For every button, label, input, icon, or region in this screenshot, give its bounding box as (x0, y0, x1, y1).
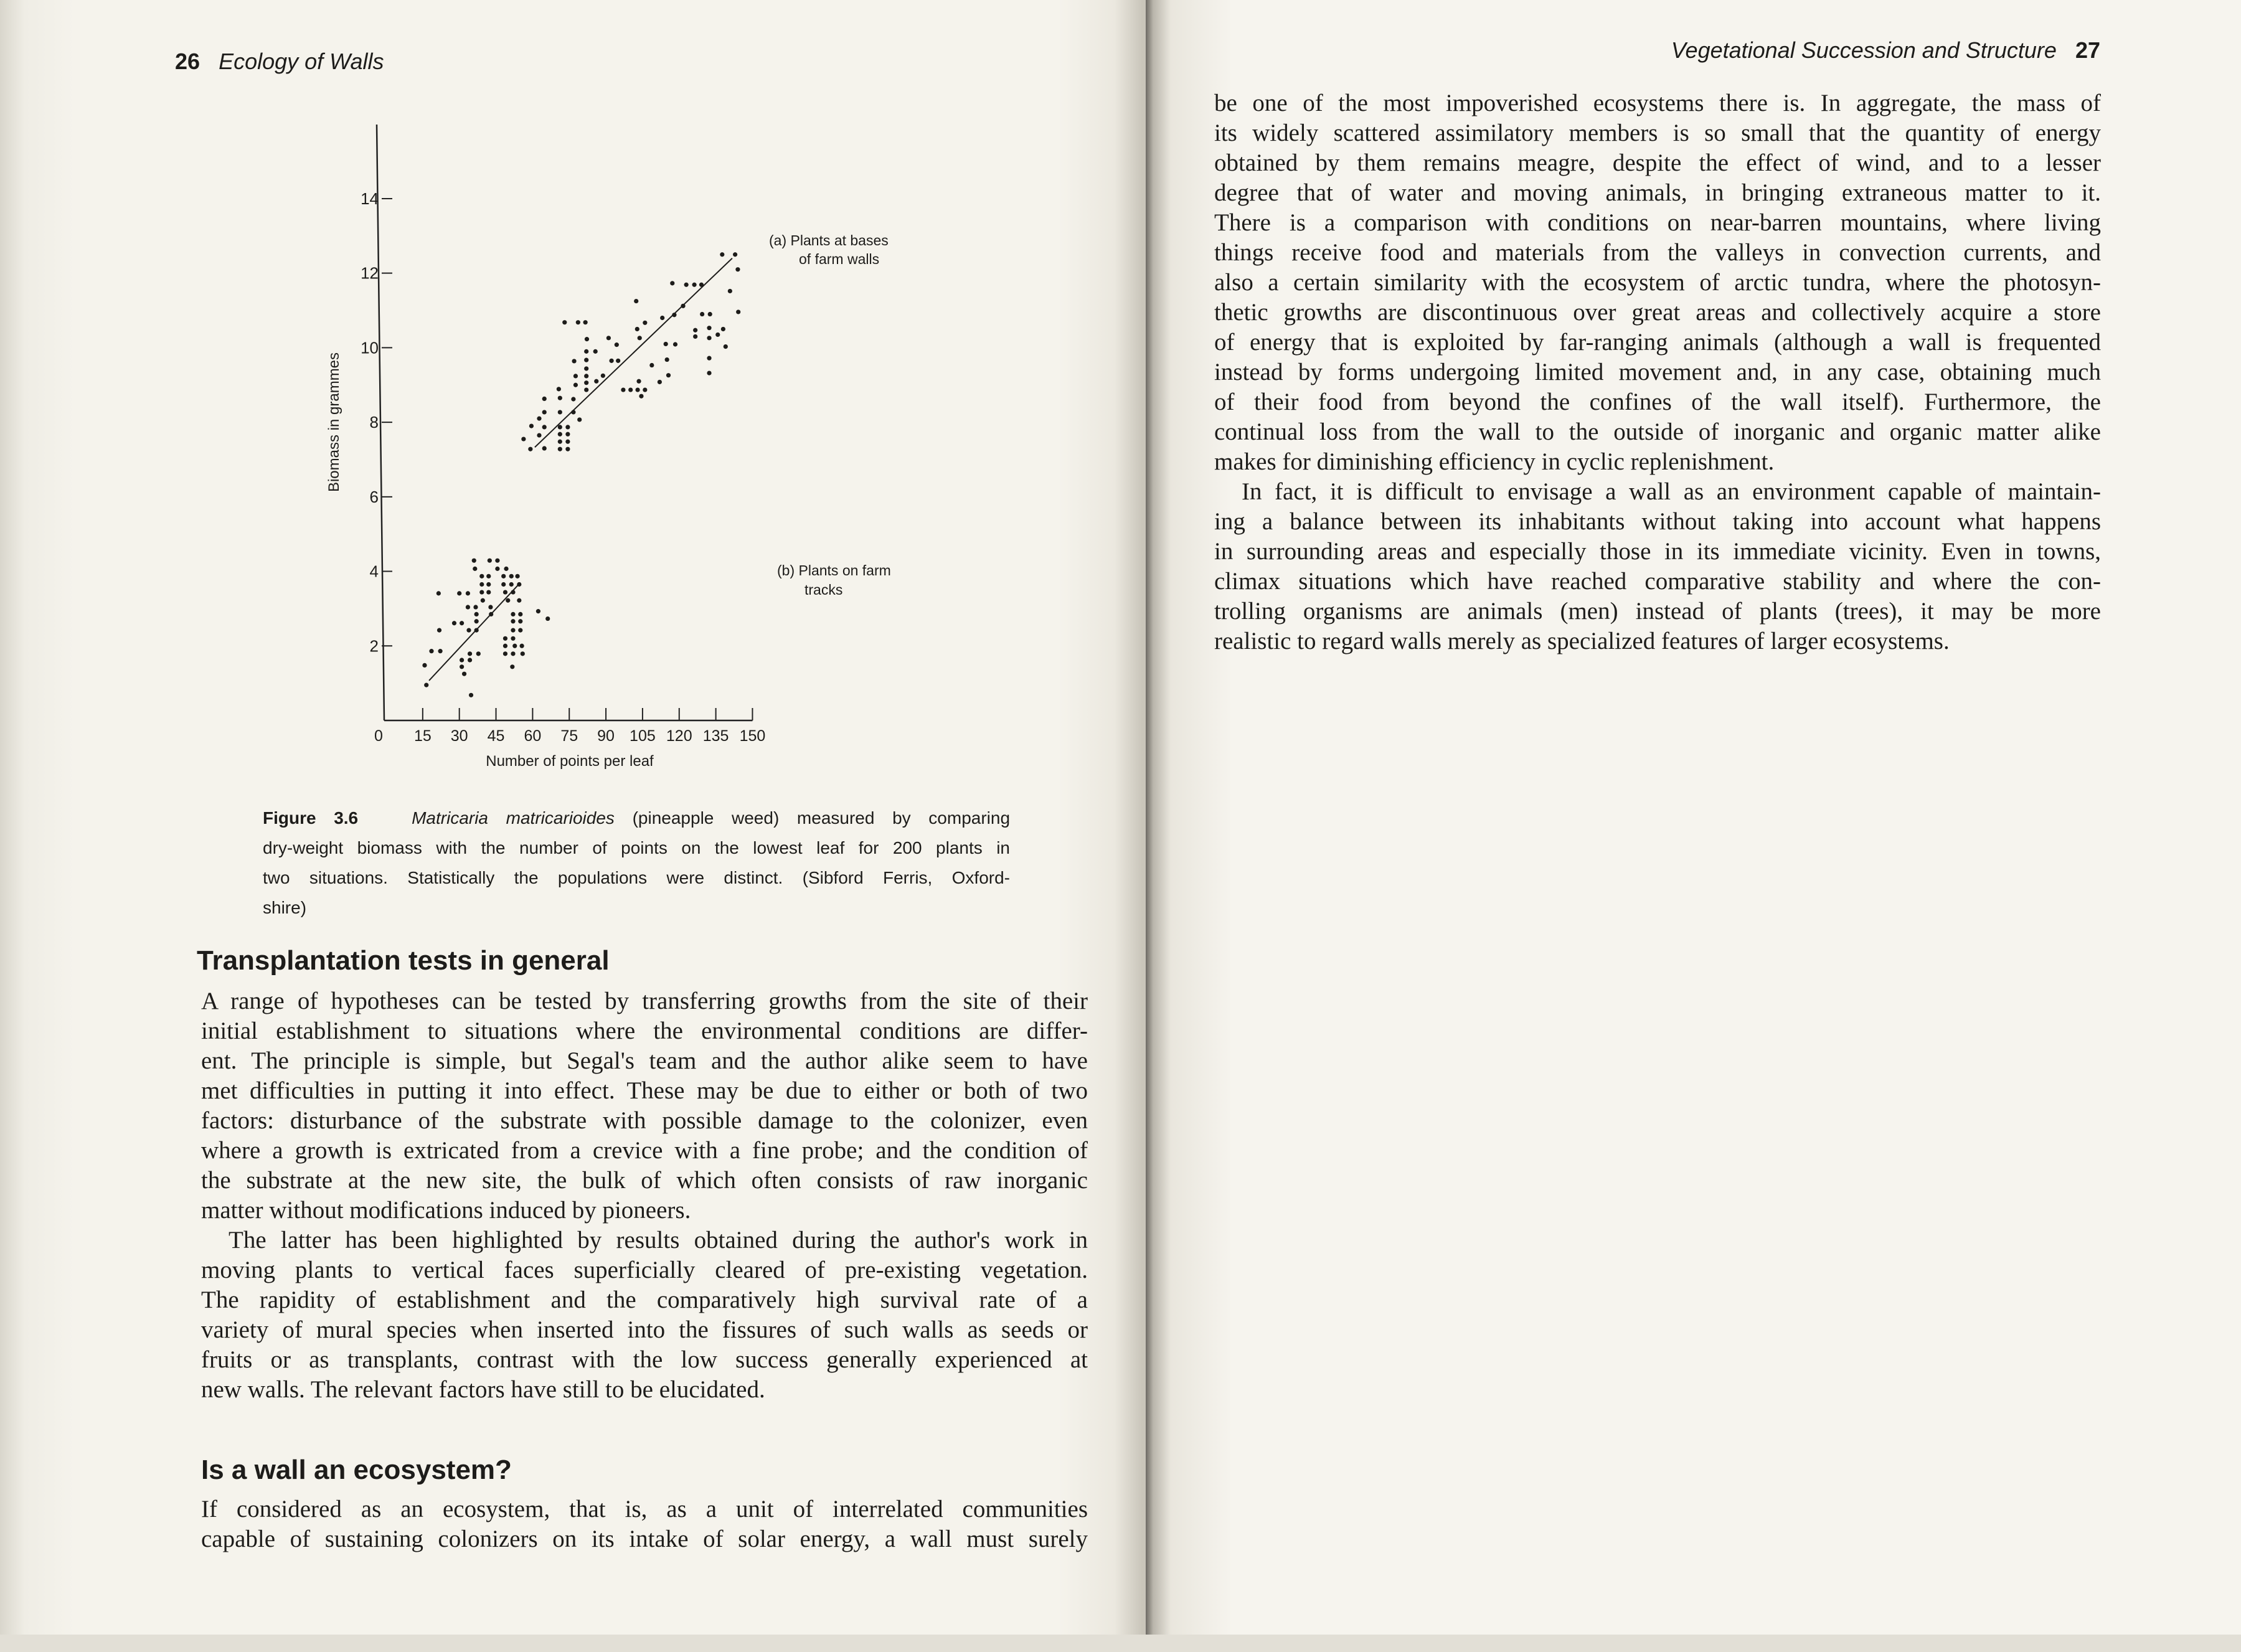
x-tick-label: 30 (450, 727, 468, 745)
text-line: If considered as an ecosystem, that is, as a unit of interrelated communities (201, 1496, 1088, 1522)
data-point-a (700, 312, 704, 316)
data-point-a (721, 327, 725, 331)
data-point-b (495, 567, 499, 571)
data-point-a (707, 336, 711, 340)
right-running-title: Vegetational Succession and Structure (1671, 37, 2057, 63)
data-point-a (665, 357, 669, 362)
data-point-a (584, 349, 588, 354)
caption-text: (pineapple weed) measured by comparing (632, 808, 1011, 828)
text-line: moving plants to vertical faces superficially cleared of pre-existing vegetation. (201, 1257, 1088, 1283)
data-point-b (511, 619, 515, 623)
text-line: The rapidity of establishment and the comparatively high survival rate of a (201, 1286, 1088, 1313)
data-point-b (460, 621, 464, 625)
data-point-a (573, 383, 578, 387)
data-point-b (509, 582, 514, 587)
text-line: ing a balance between its inhabitants without taking into account what happens (1214, 508, 2101, 535)
data-point-a (666, 373, 671, 377)
data-point-a (542, 397, 547, 401)
data-point-b (486, 590, 491, 594)
text-line: realistic to regard walls merely as specialized features of larger ecosystems. (1214, 628, 1950, 654)
data-point-b (520, 644, 524, 648)
data-point-b (521, 651, 525, 656)
y-axis-title: Biomass in grammes (326, 352, 342, 493)
data-point-b (457, 591, 461, 595)
text-line: There is a comparison with conditions on near-barren mountains, where living (1214, 209, 2101, 236)
data-point-a (643, 387, 647, 392)
x-tick-label: 150 (739, 727, 766, 745)
caption-line: two situations. Statistically the populations were distinct. (Sibford Ferris, Oxford- (263, 868, 1010, 887)
data-point-a (572, 359, 576, 363)
data-point-a (693, 334, 697, 339)
right-running-head (1671, 37, 2100, 64)
data-point-a (557, 387, 561, 391)
series-label-a: of farm walls (799, 251, 880, 267)
data-point-b (509, 574, 514, 578)
text-line: degree that of water and moving animals, in bringing extraneous matter to it. (1214, 179, 2101, 206)
x-tick-label: 120 (666, 727, 692, 745)
caption-rest (263, 833, 1010, 923)
data-point-b (452, 621, 456, 625)
data-point-b (429, 649, 433, 653)
data-point-a (673, 342, 677, 346)
data-point-a (529, 424, 534, 428)
data-point-a (537, 433, 541, 437)
data-point-a (715, 333, 720, 337)
caption-line: dry-weight biomass with the number of points on the lowest leaf for 200 plants in (263, 838, 1010, 857)
data-point-b (545, 616, 550, 621)
text-line: continual loss from the wall to the outside of inorganic and organic matter alike (1214, 418, 2101, 445)
data-point-b (479, 590, 484, 594)
section-body-transplantation (201, 986, 1088, 1405)
series-label-b: (b) Plants on farm (777, 562, 891, 578)
data-point-a (638, 336, 642, 340)
right-page-number: 27 (2075, 37, 2100, 63)
text-line: be one of the most impoverished ecosystems there is. In aggregate, the mass of (1214, 90, 2101, 116)
text-line: also a certain similarity with the ecosystem of arctic tundra, where the photosyn- (1214, 269, 2101, 296)
data-point-b (495, 559, 499, 563)
text-line: makes for diminishing efficiency in cyclic replenishment. (1214, 448, 1775, 475)
text-line: new walls. The relevant factors have still to be elucidated. (201, 1376, 765, 1403)
data-point-b (503, 636, 507, 641)
data-point-a (565, 440, 570, 444)
data-point-a (576, 320, 580, 324)
data-point-a (571, 397, 575, 401)
y-tick-label: 8 (369, 413, 379, 432)
text-line: ent. The principle is simple, but Segal's team and the author alike seem to have (201, 1047, 1088, 1074)
data-point-b (518, 612, 522, 616)
y-tick-label: 14 (361, 189, 379, 208)
data-point-a (733, 252, 737, 257)
data-point-a (542, 410, 547, 414)
data-point-a (670, 281, 674, 285)
data-point-a (658, 380, 662, 384)
data-point-a (634, 299, 638, 303)
data-point-b (536, 609, 540, 613)
text-line: thetic growths are discontinuous over great areas and collectively acquire a store (1214, 299, 2101, 326)
y-tick-label: 2 (369, 636, 379, 656)
data-point-a (558, 396, 562, 400)
data-point-b (512, 644, 517, 648)
data-point-b (462, 672, 466, 676)
data-point-b (472, 559, 476, 563)
data-point-b (438, 649, 442, 653)
data-point-b (474, 619, 479, 623)
data-point-a (584, 380, 588, 385)
data-point-b (460, 658, 464, 662)
left-running-title: Ecology of Walls (219, 49, 384, 74)
data-point-a (692, 283, 696, 287)
data-point-b (511, 636, 515, 641)
data-point-b (422, 663, 427, 668)
data-point-a (707, 371, 711, 375)
data-point-b (466, 591, 470, 595)
data-point-a (601, 374, 605, 378)
text-line: where a growth is extricated from a crevice with a fine probe; and the condition of (201, 1137, 1088, 1164)
data-point-b (501, 574, 506, 578)
fit-line-a (535, 258, 732, 447)
series-label-b: tracks (804, 582, 843, 598)
text-line: matter without modifications induced by pioneers. (201, 1197, 691, 1224)
data-point-b (481, 598, 485, 603)
y-tick-label: 10 (361, 338, 379, 357)
data-point-b (515, 574, 519, 578)
data-point-a (720, 252, 724, 257)
data-point-a (521, 437, 526, 441)
data-point-b (468, 651, 472, 656)
data-point-b (504, 567, 508, 571)
data-point-a (528, 447, 532, 451)
data-point-a (558, 447, 562, 451)
data-point-a (643, 321, 647, 325)
data-point-a (565, 432, 570, 437)
data-point-a (609, 359, 613, 363)
data-point-b (501, 582, 506, 587)
x-tick-label: 90 (597, 727, 615, 745)
data-point-b (437, 628, 441, 633)
y-tick-label: 6 (369, 487, 379, 506)
page-bottom-edge (0, 1635, 2241, 1652)
data-point-a (584, 366, 588, 371)
data-point-a (660, 316, 664, 320)
data-point-b (474, 612, 479, 616)
data-point-a (594, 379, 598, 384)
data-point-a (684, 283, 689, 287)
left-running-head (175, 49, 384, 75)
data-point-b (511, 651, 515, 656)
data-point-a (664, 342, 668, 346)
data-point-b (488, 605, 493, 609)
y-tick-label: 4 (369, 562, 379, 581)
series-label-a: (a) Plants at bases (769, 232, 889, 248)
data-point-a (558, 440, 562, 444)
data-point-a (565, 425, 570, 429)
text-line: the substrate at the new site, the bulk of which often consists of raw inorganic (201, 1167, 1088, 1194)
text-line: climax situations which have reached comparative stability and where the con- (1214, 568, 2101, 595)
data-point-b (473, 605, 478, 609)
data-point-b (436, 591, 441, 595)
data-point-a (649, 363, 654, 367)
fit-line-b (429, 583, 521, 681)
text-line: of energy that is exploited by far-ranging animals (although a wall is frequented (1214, 329, 2101, 356)
data-point-a (573, 374, 578, 378)
data-point-a (735, 267, 740, 271)
text-line: obtained by them remains meagre, despite the effect of wind, and to a lesser (1214, 149, 2101, 176)
section-heading-ecosystem: Is a wall an ecosystem? (201, 1455, 512, 1485)
data-point-b (506, 598, 510, 603)
data-point-a (584, 358, 588, 362)
data-point-b (486, 574, 491, 578)
text-line: factors: disturbance of the substrate with possible damage to the colonizer, even (201, 1107, 1088, 1134)
x-tick-label: 135 (702, 727, 729, 745)
data-point-a (707, 356, 711, 361)
data-point-b (479, 582, 484, 587)
data-point-a (724, 344, 728, 349)
text-line: met difficulties in putting it into effect. These may be due to either or both of two (201, 1077, 1088, 1104)
data-point-b (517, 598, 521, 603)
x-tick-label: 105 (630, 727, 656, 745)
text-line: variety of mural species when inserted into the fissures of such walls as seeds or (201, 1316, 1088, 1343)
text-line: trolling organisms are animals (men) instead of plants (trees), it may be more (1214, 598, 2101, 625)
figure-caption (263, 803, 1010, 923)
data-point-a (558, 410, 562, 414)
data-point-b (510, 664, 514, 669)
data-point-a (558, 425, 562, 429)
caption-line (263, 803, 1010, 833)
data-point-b (460, 664, 464, 669)
data-point-a (584, 387, 588, 392)
data-point-a (708, 312, 712, 316)
data-point-a (728, 289, 732, 293)
data-point-b (511, 628, 515, 633)
text-line: In fact, it is difficult to envisage a wall as an environment capable of maintain- (1242, 478, 2101, 505)
text-line: A range of hypotheses can be tested by transferring growths from the site of their (201, 988, 1088, 1014)
text-line: instead by forms undergoing limited movement and, in any case, obtaining much (1214, 359, 2101, 385)
data-point-b (468, 658, 472, 662)
data-point-a (707, 326, 711, 330)
data-point-a (565, 447, 570, 451)
text-line: initial establishment to situations where the environmental conditions are differ- (201, 1017, 1088, 1044)
data-point-a (585, 337, 589, 341)
data-point-a (635, 327, 639, 331)
data-point-a (593, 349, 598, 354)
text-line: capable of sustaining colonizers on its intake of solar energy, a wall must surely (201, 1526, 1088, 1552)
data-point-a (616, 359, 620, 363)
data-point-b (469, 693, 473, 697)
data-point-b (503, 651, 507, 656)
data-point-a (621, 387, 625, 392)
caption-label: Figure 3.6 (263, 808, 359, 828)
data-point-b (424, 683, 428, 687)
data-point-a (542, 446, 547, 450)
y-tick-label: 12 (361, 263, 379, 283)
scatter-chart (299, 112, 984, 797)
x-axis-title: Number of points per leaf (486, 753, 654, 770)
data-point-b (503, 644, 507, 648)
data-point-b (466, 605, 470, 609)
section-body-ecosystem (201, 1494, 1088, 1554)
text-line: things receive food and materials from the valleys in convection currents, and (1214, 239, 2101, 266)
x-tick-label: 0 (374, 727, 383, 745)
data-point-b (476, 651, 481, 656)
data-point-b (479, 574, 484, 578)
data-point-a (606, 336, 611, 340)
data-point-a (584, 374, 588, 378)
text-line: its widely scattered assimilatory members is so small that the quantity of energy (1214, 120, 2101, 146)
data-point-b (518, 628, 522, 633)
left-page-number: 26 (175, 49, 201, 74)
data-point-a (577, 417, 582, 422)
data-point-a (542, 425, 547, 429)
section-heading-transplantation: Transplantation tests in general (197, 945, 610, 976)
data-point-b (518, 619, 522, 623)
right-page-body (1214, 88, 2101, 656)
x-tick-label: 45 (487, 727, 505, 745)
data-point-a (558, 432, 562, 437)
text-line: The latter has been highlighted by results obtained during the author's work in (229, 1227, 1088, 1253)
x-tick-label: 15 (413, 727, 432, 745)
x-tick-label: 60 (524, 727, 542, 745)
text-line: of their food from beyond the confines of the wall itself). Furthermore, the (1214, 389, 2101, 415)
data-point-a (635, 387, 639, 392)
text-line: fruits or as transplants, contrast with the low success generally experienced at (201, 1346, 1088, 1373)
data-point-a (736, 309, 740, 314)
caption-line: shire) (263, 898, 307, 917)
data-point-a (583, 320, 588, 324)
data-point-a (639, 394, 643, 399)
data-point-b (486, 582, 491, 587)
caption-species: Matricaria matricarioides (412, 808, 615, 828)
data-point-b (466, 628, 471, 633)
data-point-b (488, 559, 492, 563)
data-point-a (562, 320, 567, 324)
data-point-b (503, 590, 507, 594)
x-tick-label: 75 (560, 727, 578, 745)
data-point-a (693, 328, 697, 333)
data-point-a (628, 387, 633, 392)
data-point-b (511, 612, 515, 616)
data-point-b (473, 567, 477, 571)
data-point-a (537, 417, 541, 421)
data-point-a (636, 379, 641, 384)
text-line: in surrounding areas and especially those in its immediate vicinity. Even in towns, (1214, 538, 2101, 565)
data-point-a (615, 342, 619, 347)
